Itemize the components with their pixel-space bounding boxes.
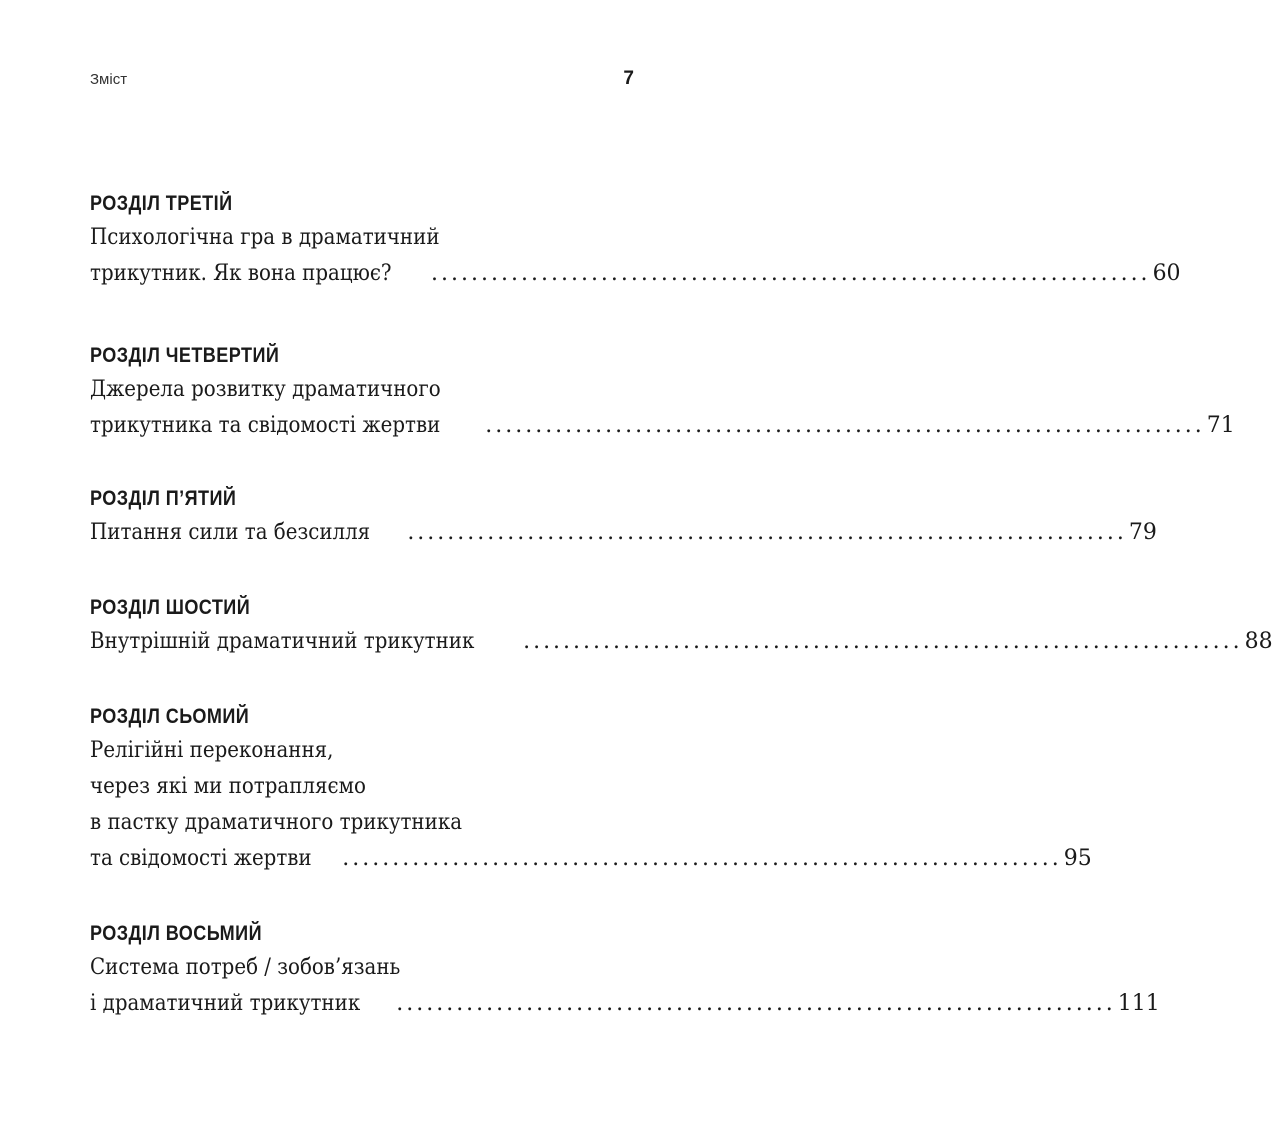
dot-leader: ........................................................................ [342, 846, 1062, 871]
chapter-title-last-line [90, 841, 1092, 877]
chapter-label: РОЗДІЛ ВОСЬМИЙ [90, 922, 262, 945]
chapter-title-text: і драматичний трикутник [90, 991, 361, 1016]
chapter-title-last-line [90, 624, 1273, 660]
toc-entry-chapter-5[interactable] [90, 483, 1157, 551]
chapter-title-text: та свідомості жертви [90, 846, 312, 871]
toc-entry-chapter-3[interactable] [90, 188, 1181, 292]
chapter-title-line: Психологічна гра в драматичний [90, 225, 440, 250]
chapter-title-line: Джерела розвитку драматичного [90, 377, 441, 402]
chapter-page-number: 88 [1244, 629, 1273, 654]
running-head [90, 68, 634, 92]
dot-leader: ........................................................................ [407, 520, 1127, 545]
chapter-title-line: в пастку драматичного трикутника [90, 810, 463, 835]
dot-leader: ........................................................................ [396, 991, 1116, 1016]
dot-leader: ........................................................................ [485, 413, 1205, 438]
chapter-title-line: через які ми потрапляємо [90, 774, 366, 799]
toc-entry-chapter-4[interactable] [90, 340, 1235, 444]
running-title: Зміст [90, 71, 128, 88]
chapter-title-text: Внутрішній драматичний трикутник [90, 629, 475, 654]
toc-entry-chapter-6[interactable] [90, 592, 1273, 660]
toc-entry-chapter-7[interactable] [90, 701, 1092, 877]
chapter-label: РОЗДІЛ ШОСТИЙ [90, 596, 251, 619]
page-number: 7 [623, 68, 634, 89]
dot-leader: ........................................................................ [431, 261, 1151, 286]
chapter-title-text: трикутника та свідомості жертви [90, 413, 441, 438]
chapter-page-number: 111 [1117, 991, 1160, 1016]
chapter-label: РОЗДІЛ СЬОМИЙ [90, 705, 250, 728]
dot-leader: ........................................................................ [523, 629, 1243, 654]
chapter-title-last-line [90, 256, 1181, 292]
chapter-title-line: Релігійні переконання, [90, 738, 334, 763]
chapter-title-line: Система потреб / зобов’язань [90, 955, 401, 980]
chapter-page-number: 71 [1206, 413, 1235, 438]
chapter-label: РОЗДІЛ П’ЯТИЙ [90, 487, 237, 510]
chapter-title-last-line [90, 515, 1157, 551]
chapter-page-number: 95 [1063, 846, 1092, 871]
chapter-title-last-line [90, 986, 1160, 1022]
chapter-title-text: Питання сили та безсилля [90, 520, 371, 545]
chapter-label: РОЗДІЛ ТРЕТІЙ [90, 192, 233, 215]
chapter-label: РОЗДІЛ ЧЕТВЕРТИЙ [90, 344, 280, 367]
chapter-title-text: трикутник. Як вона працює? [90, 261, 392, 286]
toc-entry-chapter-8[interactable] [90, 918, 1160, 1022]
chapter-page-number: 79 [1128, 520, 1157, 545]
chapter-title-last-line [90, 408, 1235, 444]
chapter-page-number: 60 [1152, 261, 1181, 286]
